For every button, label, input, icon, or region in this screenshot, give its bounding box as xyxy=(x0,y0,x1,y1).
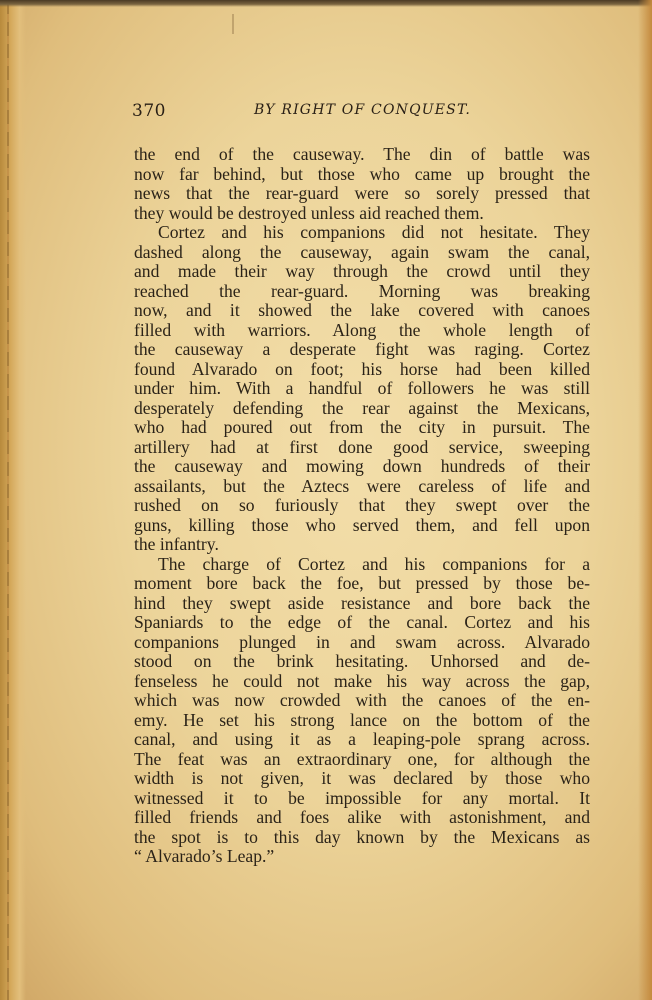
gutter-mark xyxy=(232,14,234,34)
text-line: and made their way through the crowd until they xyxy=(134,261,590,281)
page-right-edge xyxy=(638,0,652,1000)
text-line: the infantry. xyxy=(134,534,219,554)
text-line: the causeway and mowing down hundreds of their xyxy=(134,456,590,476)
text-line: filled with warriors. Along the whole length of xyxy=(134,319,590,340)
text-line: now far behind, but those who came up brought the xyxy=(134,163,590,184)
text-line: canal, and using it as a leaping-pole sprang across. xyxy=(134,729,590,749)
text-line: artillery had at first done good service, sweeping xyxy=(134,436,590,457)
text-line: the spot is to this day known by the Mexicans as xyxy=(134,826,590,847)
text-line: fenseless he could not make his way across the gap, xyxy=(134,670,590,691)
text-line: companions plunged in and swam across. Alvarado xyxy=(134,631,590,652)
page-number: 370 xyxy=(132,101,166,121)
text-line: under him. With a handful of followers he was still xyxy=(134,378,590,398)
text-line: assailants, but the Aztecs were careless of life and xyxy=(134,475,590,496)
paragraph-start-line: The charge of Cortez and his companions for a xyxy=(158,553,590,574)
text-line: moment bore back the foe, but pressed by those be- xyxy=(134,573,590,593)
text-line: “ Alvarado’s Leap.” xyxy=(134,846,275,866)
text-line: guns, killing those who served them, and fell upon xyxy=(134,514,590,535)
text-line: The feat was an extraordinary one, for although the xyxy=(134,748,590,769)
text-line: the causeway a desperate fight was raging. Cortez xyxy=(134,339,590,359)
text-line: found Alvarado on foot; his horse had been killed xyxy=(134,358,590,379)
text-line: desperately defending the rear against the Mexicans, xyxy=(134,397,590,418)
page-binding-edge xyxy=(0,0,26,1000)
text-line: the end of the causeway. The din of battle was xyxy=(134,144,590,164)
text-line: who had poured out from the city in pursuit. The xyxy=(134,417,590,437)
text-line: rushed on so furiously that they swept over the xyxy=(134,495,590,515)
body-text xyxy=(134,145,590,867)
text-line: which was now crowded with the canoes of the en- xyxy=(134,690,590,710)
page-top-edge xyxy=(0,0,652,7)
text-line: reached the rear-guard. Morning was breaking xyxy=(134,280,590,301)
running-head xyxy=(132,101,592,123)
text-line: Spaniards to the edge of the canal. Cortez and his xyxy=(134,612,590,632)
text-line: they would be destroyed unless aid reached them. xyxy=(134,202,484,223)
text-line: witnessed it to be impossible for any mortal. It xyxy=(134,787,590,808)
paragraph-start-line: Cortez and his companions did not hesitate. They xyxy=(158,222,590,242)
text-line: stood on the brink hesitating. Unhorsed and de- xyxy=(134,651,590,671)
text-line: emy. He set his strong lance on the bottom of the xyxy=(134,709,590,730)
running-title: BY RIGHT OF CONQUEST. xyxy=(254,102,472,118)
text-line: filled friends and foes alike with astonishment, and xyxy=(134,807,590,827)
text-line: hind they swept aside resistance and bore back the xyxy=(134,592,590,613)
binding-stitch-line xyxy=(7,0,9,1000)
text-line: width is not given, it was declared by those who xyxy=(134,768,590,788)
text-line: dashed along the causeway, again swam the canal, xyxy=(134,241,590,262)
text-line: news that the rear-guard were so sorely pressed that xyxy=(134,183,590,203)
text-line: now, and it showed the lake covered with canoes xyxy=(134,300,590,320)
